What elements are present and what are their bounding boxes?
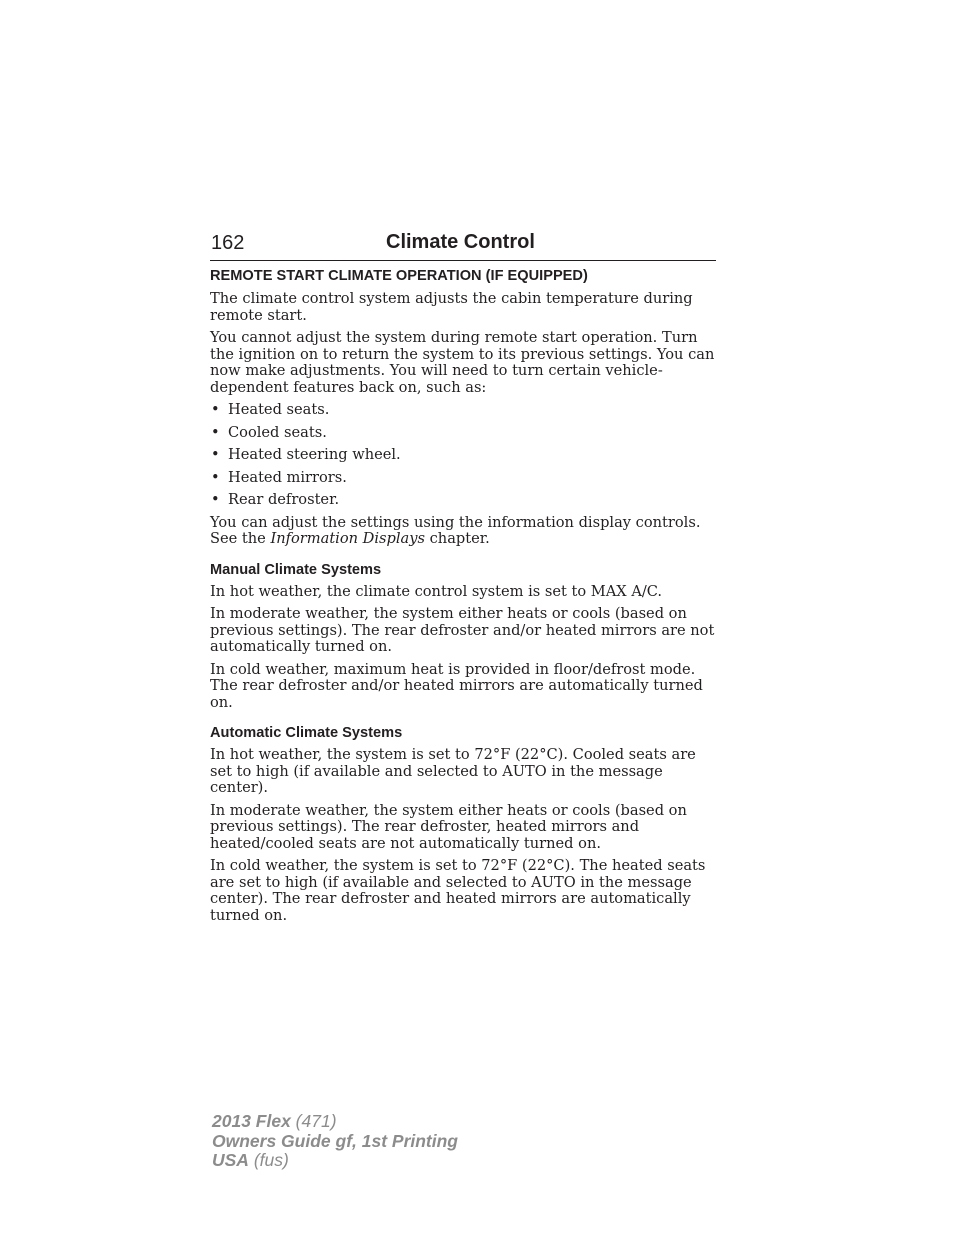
page-content <box>210 268 720 930</box>
paragraph: In cold weather, the system is set to 72°F (22°C). The heated seats are set to high (if available and selected to AUTO in the message center). The rear defroster and heated mirrors are automatically turned on. <box>210 857 706 924</box>
list-item-text: Heated seats. <box>228 401 330 418</box>
paragraph: The climate control system adjusts the cabin temperature during remote start. <box>210 290 693 324</box>
list-item-text: Heated mirrors. <box>228 468 347 486</box>
list-item <box>210 402 720 419</box>
bullet-icon: • <box>211 468 220 486</box>
list-item-text: Rear defroster. <box>228 491 340 508</box>
list-item-text: Cooled seats. <box>228 423 327 441</box>
footer-model: 2013 Flex <box>212 1111 291 1131</box>
bullet-icon: • <box>211 423 220 441</box>
page-number: 162 <box>211 232 245 254</box>
list-item <box>210 492 720 509</box>
section-heading-remote-start: REMOTE START CLIMATE OPERATION (IF EQUIPPED) <box>210 268 588 284</box>
list-item-text: Heated steering wheel. <box>228 446 401 463</box>
subheading-automatic-climate: Automatic Climate Systems <box>210 725 403 741</box>
footer-line-model <box>212 1112 458 1132</box>
paragraph: In moderate weather, the system either heats or cools (based on previous settings). The rear defroster and/or heated mirrors are not automatically turned on. <box>210 605 715 655</box>
footer-line-guide <box>212 1132 458 1152</box>
paragraph-settings-note <box>210 515 720 548</box>
paragraph: You cannot adjust the system during remote start operation. Turn the ignition on to return the system to its previous settings. You can now make adjustments. You will need to turn certain vehicle-dependent features back on, such as: <box>210 329 715 396</box>
paragraph: In moderate weather, the system either heats or cools (based on previous settings). The rear defroster, heated mirrors and heated/cooled seats are not automatically turned on. <box>210 801 687 852</box>
list-item <box>210 470 720 487</box>
footer-guide: Owners Guide gf, 1st Printing <box>212 1130 458 1151</box>
footer-market-code: (fus) <box>248 1150 289 1170</box>
chapter-title: Climate Control <box>386 231 535 253</box>
footer-model-code: (471) <box>290 1111 337 1131</box>
bullet-icon: • <box>211 491 220 508</box>
paragraph: In hot weather, the system is set to 72°F (22°C). Cooled seats are set to high (if available and selected to AUTO in the message center). <box>210 746 696 796</box>
paragraph-text: chapter. <box>424 530 490 547</box>
paragraph: In cold weather, maximum heat is provided in floor/defrost mode. The rear defroster and/or heated mirrors are automatically turned on. <box>210 660 703 711</box>
page-footer <box>212 1112 458 1171</box>
feature-bullet-list <box>210 402 720 509</box>
chapter-reference: Information Displays <box>270 530 425 547</box>
list-item <box>210 425 720 442</box>
list-item <box>210 447 720 464</box>
bullet-icon: • <box>211 401 220 418</box>
bullet-icon: • <box>211 446 220 463</box>
paragraph: In hot weather, the climate control system is set to MAX A/C. <box>210 582 663 600</box>
footer-market: USA <box>212 1150 249 1170</box>
subheading-manual-climate: Manual Climate Systems <box>210 561 382 578</box>
paragraph-text: You can adjust the settings using the information display controls. See the <box>210 513 701 547</box>
page-header <box>210 229 716 261</box>
footer-line-market <box>212 1151 458 1171</box>
